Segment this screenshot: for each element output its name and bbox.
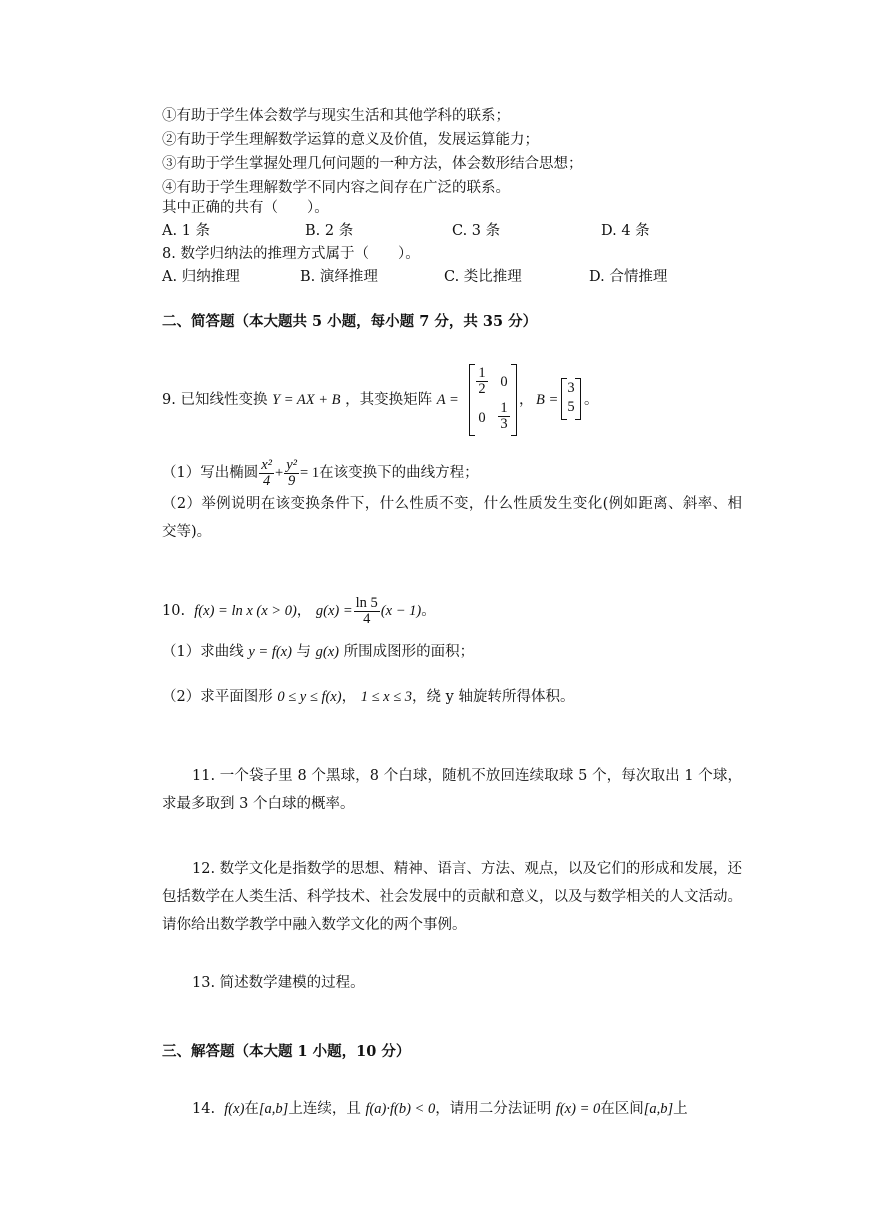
ellipse-y-term: $\frac{\text{y²}}{9}$ xyxy=(286,456,298,489)
q7-option-a: A. 1 条 xyxy=(162,223,211,239)
q10-and: 与 xyxy=(296,644,312,660)
q14-f: f(x) xyxy=(224,1101,245,1117)
q10-part-1 xyxy=(162,642,474,662)
q10-end: 。 xyxy=(421,603,436,619)
matrix-a-m11: $\frac{1}{2}$ xyxy=(478,365,486,397)
q14-interval-2: [a,b] xyxy=(643,1101,674,1117)
q9-comma: ， xyxy=(519,392,534,408)
q14-on: 上 xyxy=(673,1101,688,1117)
plus-sign: + xyxy=(275,465,284,481)
q14-prove: ，请用二分法证明 xyxy=(435,1101,552,1117)
q14-line xyxy=(192,1099,688,1119)
q9-mid: ，其变换矩阵 xyxy=(345,392,433,408)
matrix-a-m21: 0 xyxy=(478,410,486,426)
matrix-b xyxy=(561,378,581,420)
matrix-b-m2: 5 xyxy=(567,399,575,415)
q8-option-a: A. 归纳推理 xyxy=(162,269,240,285)
q9-part-1 xyxy=(162,456,479,490)
q7-option-b: B. 2 条 xyxy=(305,223,354,239)
q10-g-factor: (x − 1) xyxy=(380,603,422,619)
q7-option-c: C. 3 条 xyxy=(452,223,501,239)
q14-number: 14. xyxy=(192,1101,216,1117)
q10-number: 10. xyxy=(162,603,186,619)
statement-3: ③有助于学生掌握处理几何问题的一种方法，体会数形结合思想； xyxy=(162,156,583,172)
matrix-a-m12: 0 xyxy=(500,374,508,390)
q10-curve-f: y = f(x) xyxy=(248,644,292,660)
matrix-a xyxy=(469,364,517,436)
q13-text: 13. 简述数学建模的过程。 xyxy=(192,975,365,991)
q14-condition: f(a)·f(b) < 0 xyxy=(365,1101,436,1117)
q9-line xyxy=(162,390,459,410)
q9-part-1-tail: 在该变换下的曲线方程； xyxy=(319,465,479,481)
q12-text: 12. 数学文化是指数学的思想、精神、语言、方法、观点，以及它们的形成和发展，还包括数学在人类生活、科学技术、社会发展中的贡献和意义，以及与数学相关的人文活动。请你给出数学教学中融入数学文化的两个事例。 xyxy=(162,861,742,933)
q8-option-c: C. 类比推理 xyxy=(444,269,522,285)
section-3-title: 三、解答题（本大题 1 小题，10 分） xyxy=(162,1043,411,1060)
q11-text: 11. 一个袋子里 8 个黑球，8 个白球，随机不放回连续取球 5 个，每次取出 1 个球，求最多取到 3 个白球的概率。 xyxy=(162,768,742,812)
q7-option-d: D. 4 条 xyxy=(601,223,650,239)
q10-curve-g: g(x) xyxy=(315,644,339,660)
q14-in-interval: 在区间 xyxy=(600,1101,644,1117)
matrix-a-right-bracket xyxy=(511,364,517,436)
q9-lead: 9. 已知线性变换 xyxy=(162,392,268,408)
q10-part-2-sep: ， xyxy=(341,689,357,705)
q10-part-2-lead: （2）求平面图形 xyxy=(162,689,273,705)
q10-part-1-lead: （1）求曲线 xyxy=(162,644,244,660)
q7-stem: 其中正确的共有（ ）。 xyxy=(162,200,329,216)
statement-2: ②有助于学生理解数学运算的意义及价值，发展运算能力； xyxy=(162,132,539,148)
q10-part-2-tail: ，绕 y 轴旋转所得体积。 xyxy=(412,689,575,705)
q14-interval: [a,b] xyxy=(258,1101,289,1117)
q10-line xyxy=(162,594,436,628)
q9-b-label: B = xyxy=(536,392,559,408)
ellipse-x-term: $\frac{\text{x²}}{4}$ xyxy=(261,456,273,489)
statement-1: ①有助于学生体会数学与现实生活和其他学科的联系； xyxy=(162,108,510,124)
q10-g-lhs: g(x) = xyxy=(315,603,353,619)
q10-part-2 xyxy=(162,687,574,707)
q10-region-y: 0 ≤ y ≤ f(x) xyxy=(277,689,342,705)
q14-in: 在 xyxy=(244,1101,259,1117)
q8-stem: 8. 数学归纳法的推理方式属于（ ）。 xyxy=(162,246,420,262)
section-2-title: 二、简答题（本大题共 5 小题，每小题 7 分，共 35 分） xyxy=(162,313,538,330)
q8-option-d: D. 合情推理 xyxy=(589,269,668,285)
q10-sep: ， xyxy=(296,603,312,619)
q9-end: 。 xyxy=(584,392,599,408)
q9-part-1-lead: （1）写出椭圆 xyxy=(162,465,259,481)
q10-f-definition: f(x) = ln x (x > 0) xyxy=(194,603,297,619)
q9-a-label: A = xyxy=(436,392,459,408)
statement-4: ④有助于学生理解数学不同内容之间存在广泛的联系。 xyxy=(162,180,510,196)
q10-g-fraction: $\frac{\ln 5}{4}$ xyxy=(355,594,378,627)
equals-one: = 1 xyxy=(300,465,320,481)
q9-part-2: （2）举例说明在该变换条件下，什么性质不变，什么性质发生变化(例如距离、斜率、相交等)。 xyxy=(162,496,742,540)
matrix-a-m22: $\frac{1}{3}$ xyxy=(500,400,508,432)
q10-region-x: 1 ≤ x ≤ 3 xyxy=(360,689,413,705)
q10-part-1-tail: 所围成图形的面积； xyxy=(343,644,475,660)
q9-equation: Y = AX + B xyxy=(272,392,341,408)
q14-continuous: 上连续，且 xyxy=(288,1101,361,1117)
q14-equation: f(x) = 0 xyxy=(555,1101,601,1117)
matrix-b-m1: 3 xyxy=(567,380,575,396)
q8-option-b: B. 演绎推理 xyxy=(300,269,378,285)
